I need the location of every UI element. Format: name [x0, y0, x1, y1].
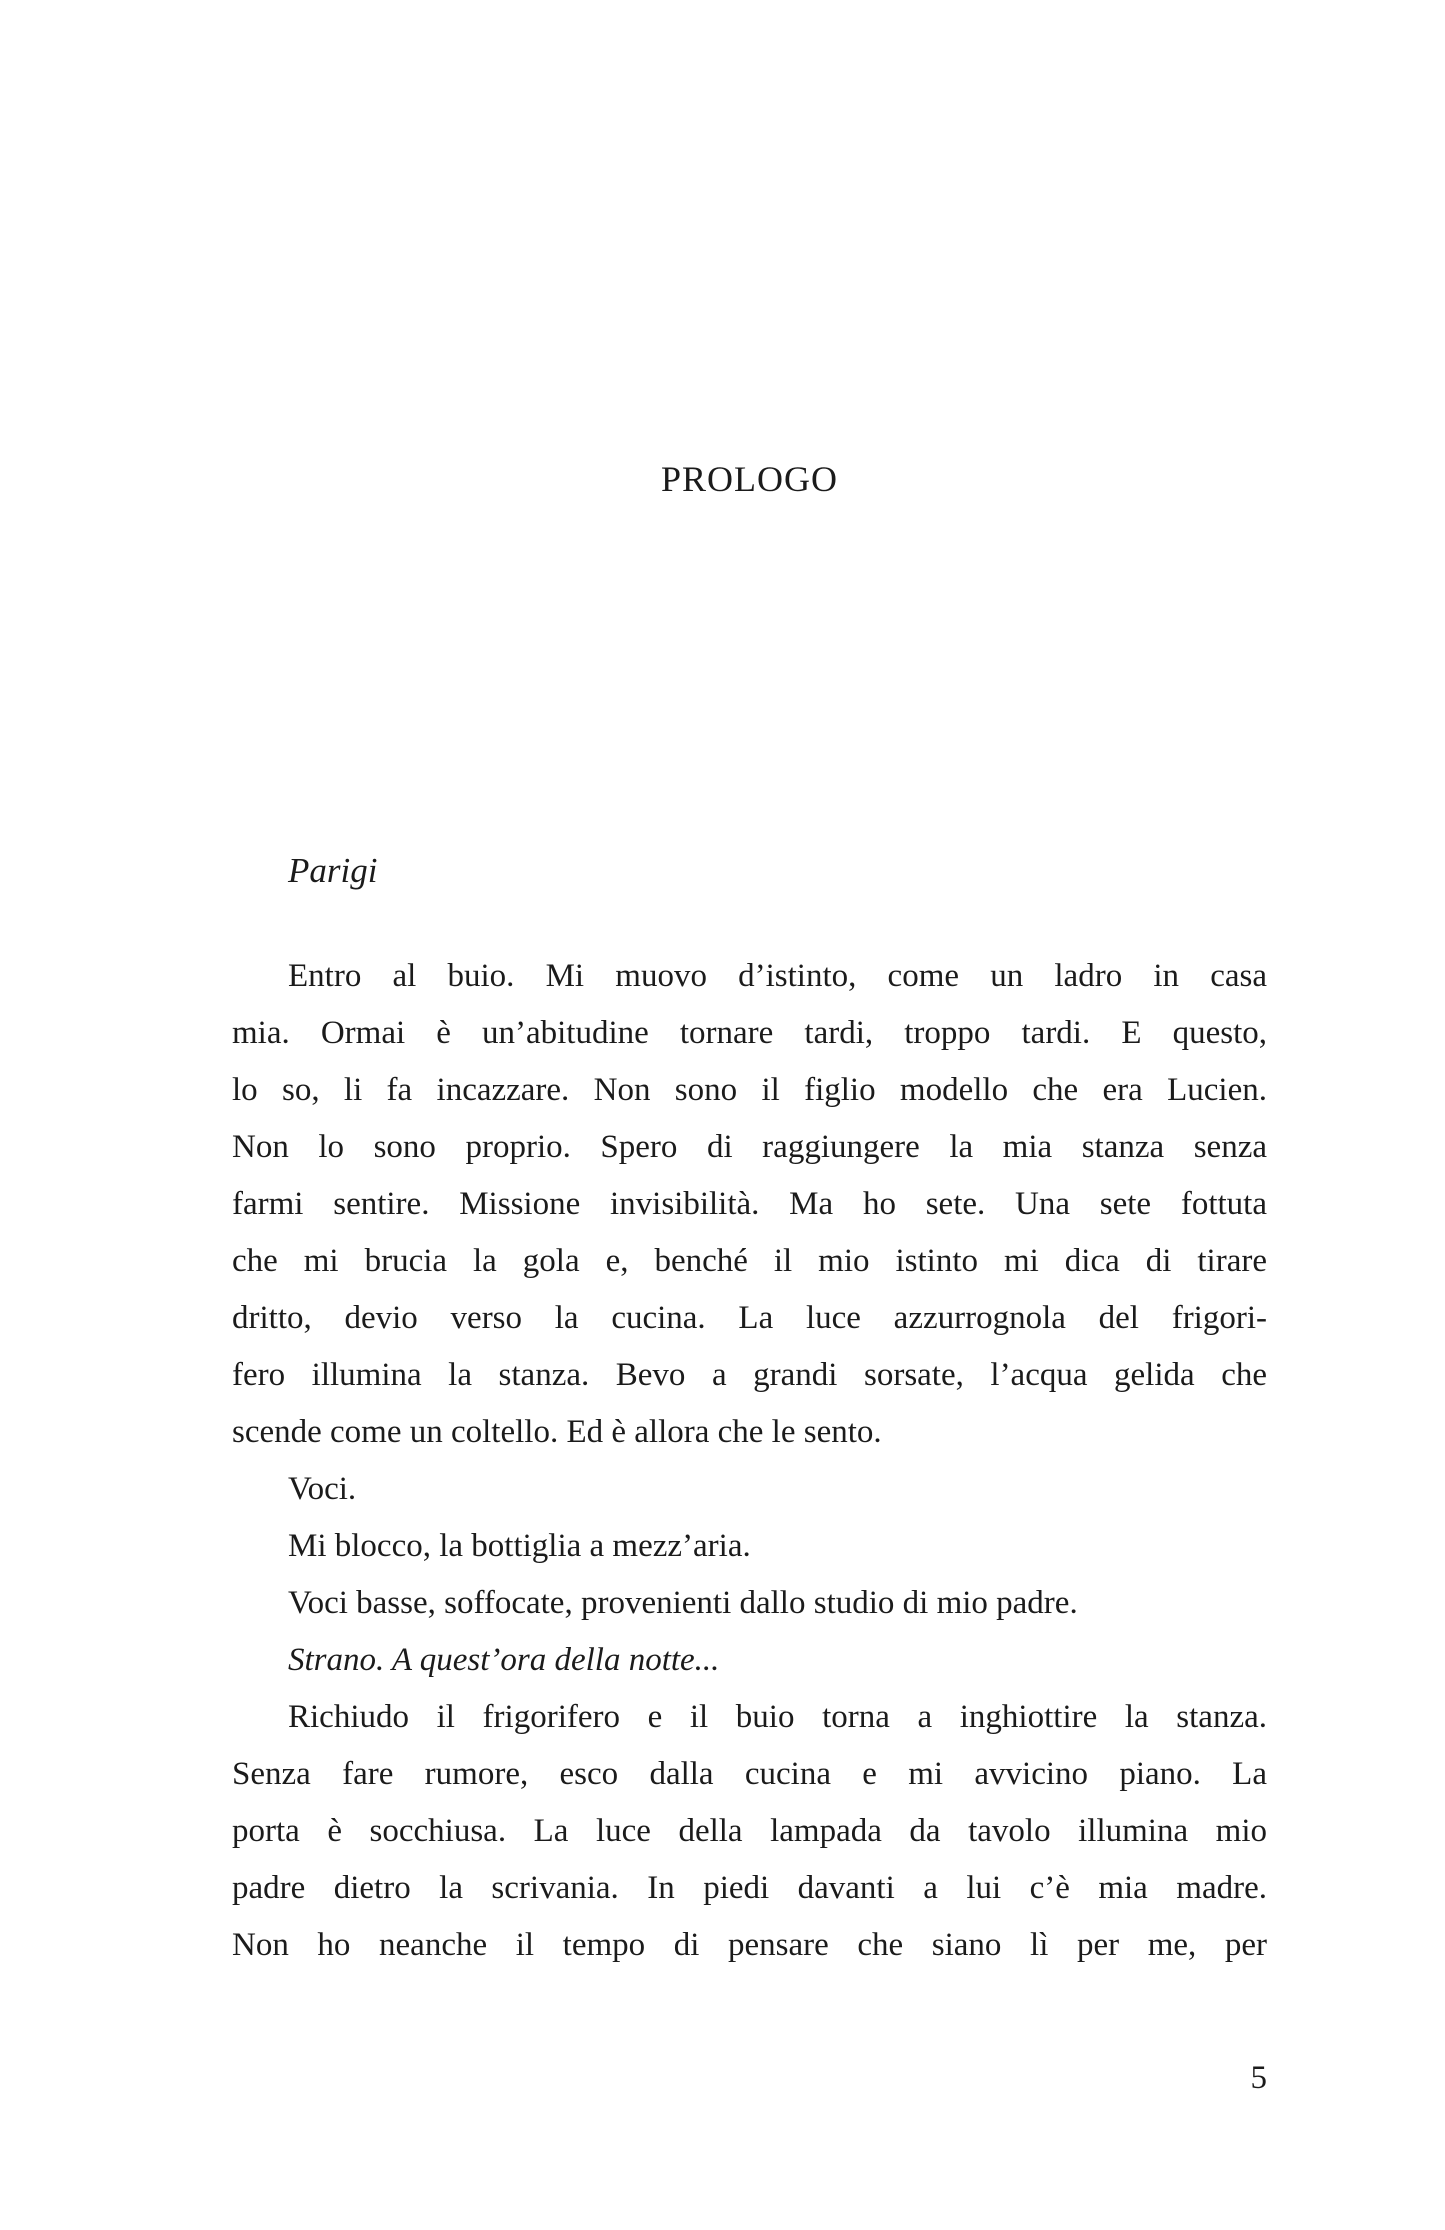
body-line: Non lo sono proprio. Spero di raggiungere la mia stanza senza	[232, 1129, 1267, 1165]
chapter-title: PROLOGO	[660, 459, 838, 499]
body-line: Voci.	[288, 1471, 357, 1507]
body-line: lo so, li fa incazzare. Non sono il figlio modello che era Lucien.	[232, 1072, 1267, 1108]
body-line: padre dietro la scrivania. In piedi davanti a lui c’è mia madre.	[232, 1870, 1267, 1906]
body-line: Entro al buio. Mi muovo d’istinto, come un ladro in casa	[288, 958, 1267, 994]
body-line: che mi brucia la gola e, benché il mio istinto mi dica di tirare	[232, 1243, 1267, 1279]
body-line: dritto, devio verso la cucina. La luce azzurrognola del frigori-	[232, 1300, 1267, 1336]
body-line: mia. Ormai è un’abitudine tornare tardi, troppo tardi. E questo,	[232, 1015, 1267, 1051]
body-line: Mi blocco, la bottiglia a mezz’aria.	[288, 1528, 751, 1564]
body-line: fero illumina la stanza. Bevo a grandi sorsate, l’acqua gelida che	[232, 1357, 1267, 1393]
body-text	[232, 948, 1267, 1974]
body-line: Non ho neanche il tempo di pensare che siano lì per me, per	[232, 1927, 1267, 1963]
section-label: Parigi	[288, 851, 378, 890]
body-line: Richiudo il frigorifero e il buio torna a inghiottire la stanza.	[288, 1699, 1267, 1735]
body-line: porta è socchiusa. La luce della lampada da tavolo illumina mio	[232, 1813, 1267, 1849]
body-line: Strano. A quest’ora della notte...	[288, 1642, 720, 1678]
body-line: scende come un coltello. Ed è allora che le sento.	[232, 1414, 882, 1450]
body-line: Senza fare rumore, esco dalla cucina e mi avvicino piano. La	[232, 1756, 1267, 1792]
body-line: farmi sentire. Missione invisibilità. Ma ho sete. Una sete fottuta	[232, 1186, 1267, 1222]
page-number: 5	[1250, 2060, 1267, 2096]
body-line: Voci basse, soffocate, provenienti dallo studio di mio padre.	[288, 1585, 1078, 1621]
